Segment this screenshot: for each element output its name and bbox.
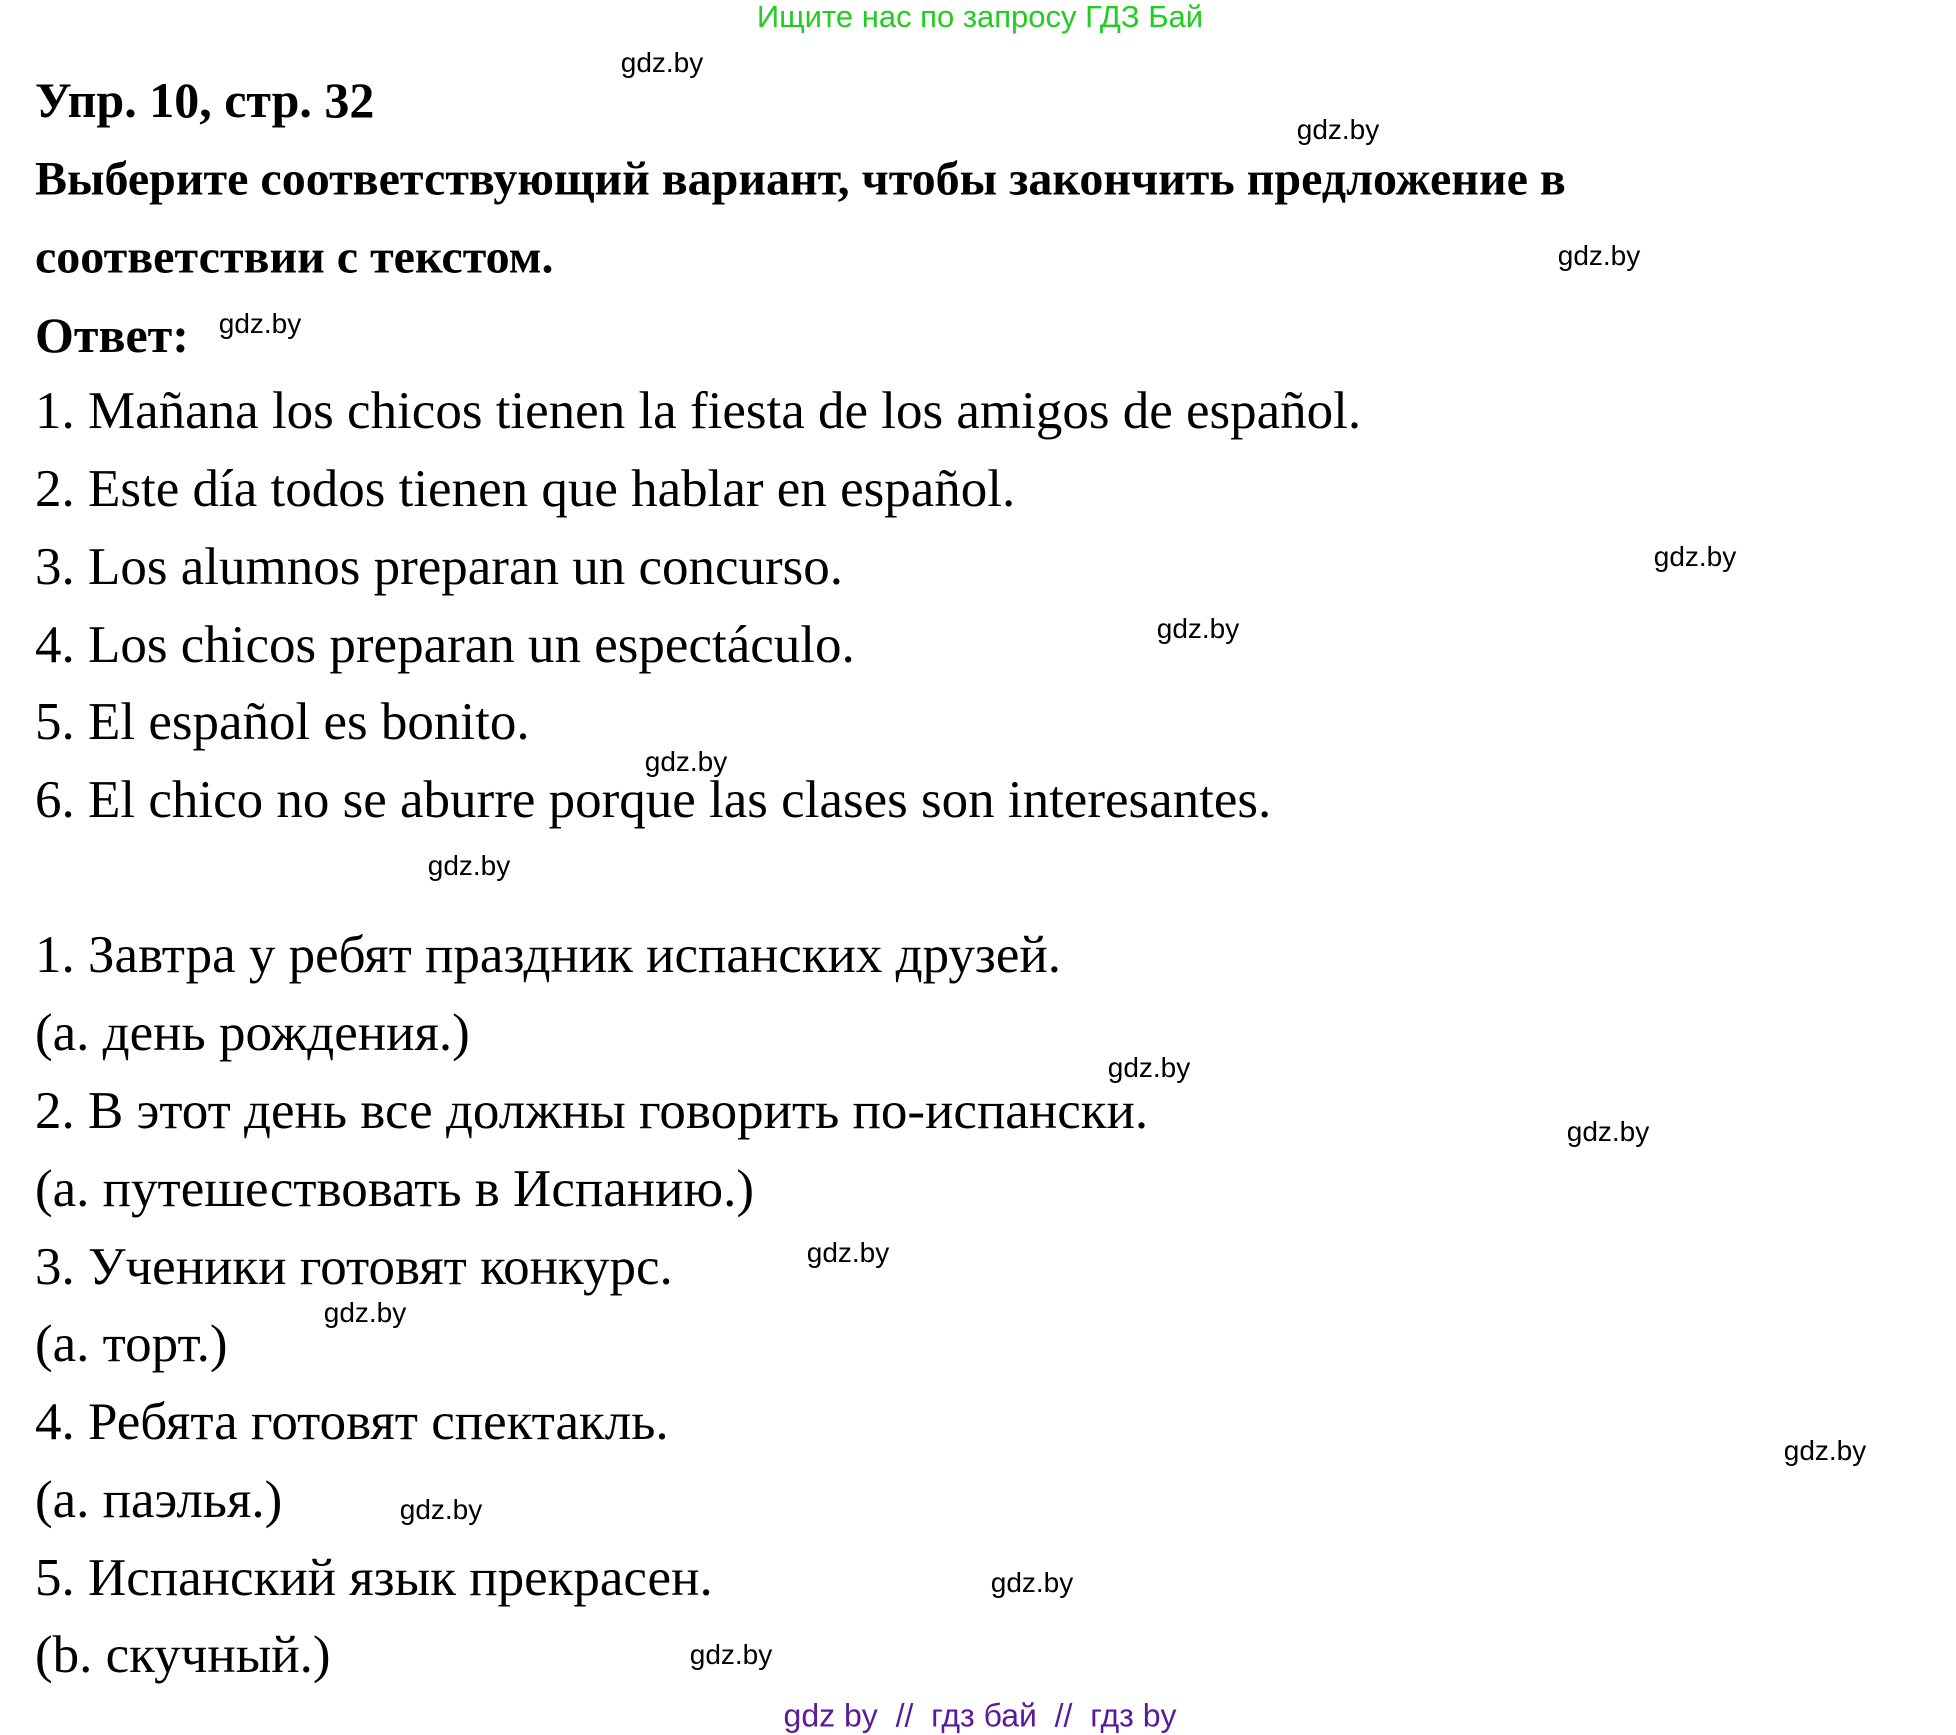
russian-line: 3. Ученики готовят конкурс.: [35, 1238, 673, 1296]
search-banner: Ищите нас по запросу ГДЗ Бай: [756, 0, 1204, 34]
russian-line: 4. Ребята готовят спектакль.: [35, 1393, 669, 1451]
spanish-line: 2. Este día todos tienen que hablar en español.: [35, 460, 1016, 518]
footer-watermark: gdz by // гдз бай // гдз by: [783, 1697, 1177, 1734]
russian-line: (a. паэлья.): [35, 1471, 283, 1529]
answer-label: Ответ:: [35, 307, 189, 363]
watermark: gdz.by: [620, 47, 704, 78]
spanish-line: 4. Los chicos preparan un espectáculo.: [35, 616, 855, 674]
watermark: gdz.by: [1107, 1052, 1191, 1083]
watermark: gdz.by: [1566, 1116, 1650, 1147]
spanish-line: 3. Los alumnos preparan un concurso.: [35, 538, 844, 596]
spanish-line: 6. El chico no se aburre porque las clases son interesantes.: [35, 771, 1272, 829]
russian-line: (a. торт.): [35, 1315, 228, 1373]
watermark: gdz.by: [323, 1297, 407, 1328]
watermark: gdz.by: [1783, 1435, 1867, 1466]
russian-line: (b. скучный.): [35, 1626, 331, 1684]
watermark: gdz.by: [427, 850, 511, 881]
watermark: gdz.by: [1296, 114, 1380, 145]
instruction-line-2: соответствии с текстом.: [35, 230, 554, 284]
russian-line: (a. путешествовать в Испанию.): [35, 1160, 754, 1218]
watermark: gdz.by: [1653, 541, 1737, 572]
watermark: gdz.by: [1156, 613, 1240, 644]
russian-line: 1. Завтра у ребят праздник испанских друзей.: [35, 926, 1061, 984]
spanish-line: 5. El español es bonito.: [35, 693, 530, 751]
russian-line: 5. Испанский язык прекрасен.: [35, 1549, 713, 1607]
watermark: gdz.by: [218, 308, 302, 339]
watermark: gdz.by: [806, 1237, 890, 1268]
watermark: gdz.by: [399, 1494, 483, 1525]
watermark: gdz.by: [644, 746, 728, 777]
instruction-line-1: Выберите соответствующий вариант, чтобы закончить предложение в: [35, 152, 1566, 206]
watermark: gdz.by: [689, 1639, 773, 1670]
spanish-line: 1. Mañana los chicos tienen la fiesta de los amigos de español.: [35, 382, 1362, 440]
russian-line: 2. В этот день все должны говорить по-испански.: [35, 1082, 1149, 1140]
page-title: Упр. 10, стр. 32: [35, 72, 375, 128]
watermark: gdz.by: [1557, 240, 1641, 271]
watermark: gdz.by: [990, 1567, 1074, 1598]
russian-line: (a. день рождения.): [35, 1004, 470, 1062]
